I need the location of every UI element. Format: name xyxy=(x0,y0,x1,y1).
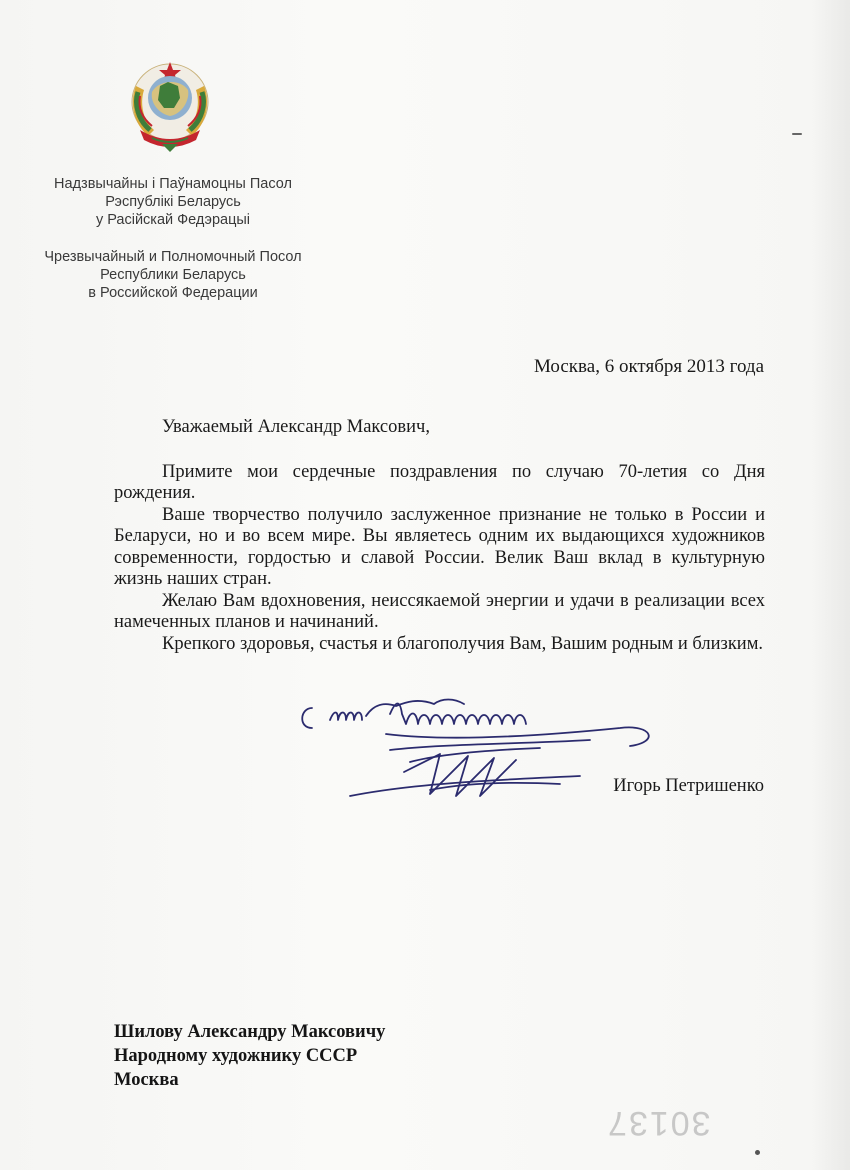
registration-stamp: 30137 xyxy=(606,1104,711,1142)
letter-body xyxy=(114,417,765,655)
letter-paragraph: Крепкого здоровья, счастья и благополучия Вам, Вашим родным и близким. xyxy=(162,633,764,654)
letter-paragraph: Ваше творчество получило заслуженное признание не только в России и Беларуси, но и во всем мире. Вы являетесь одним их выдающихся художников современности, гордостью и славой России. Велик Ваш вклад в культурную жизнь наших стран. xyxy=(114,504,765,589)
title-line: у Расійскай Федэрацыі xyxy=(95,212,251,228)
belarus-coat-of-arms-icon xyxy=(122,56,218,152)
paper-speck xyxy=(755,1150,760,1155)
signer-name: Игорь Петришенко xyxy=(613,776,764,796)
addressee-line: Шилову Александру Максовичу xyxy=(114,1022,386,1042)
ambassador-title-russian xyxy=(18,248,328,302)
paper-speck xyxy=(792,133,802,135)
title-line: в Российской Федерации xyxy=(88,285,258,301)
letter-paragraph: Желаю Вам вдохновения, неиссякаемой энергии и удачи в реализации всех намеченных планов и начинаний. xyxy=(114,590,765,632)
title-line: Надзвычайны і Паўнамоцны Пасол xyxy=(54,176,292,192)
title-line: Чрезвычайный и Полномочный Посол xyxy=(44,249,302,265)
letter-date: Москва, 6 октября 2013 года xyxy=(533,356,764,377)
addressee-block xyxy=(114,1020,385,1092)
addressee-line: Москва xyxy=(114,1070,179,1090)
letter-paragraph: Примите мои сердечные поздравления по случаю 70-летия со Дня рождения. xyxy=(114,461,765,503)
ambassador-title-belarusian xyxy=(18,175,328,229)
salutation: Уважаемый Александр Максович, xyxy=(162,417,430,437)
title-line: Республики Беларусь xyxy=(100,267,246,283)
title-line: Рэспублікі Беларусь xyxy=(105,194,241,210)
addressee-line: Народному художнику СССР xyxy=(114,1046,358,1066)
